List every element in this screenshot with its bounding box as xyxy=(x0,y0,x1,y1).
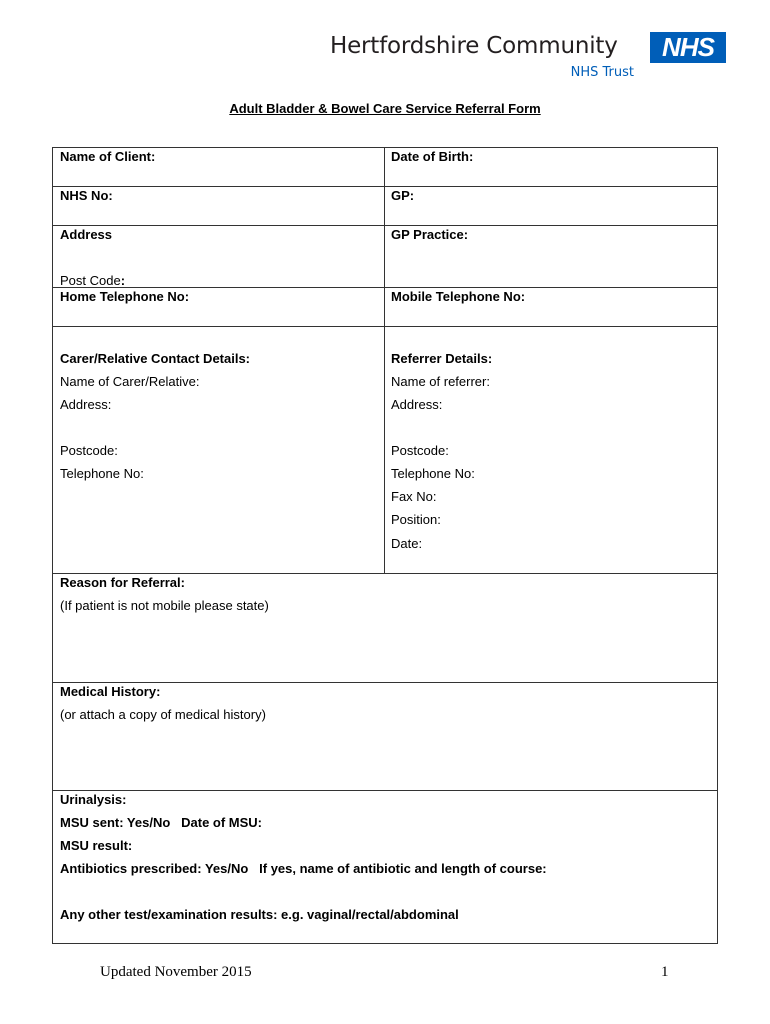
gp-practice-label: GP Practice: xyxy=(391,227,469,242)
page-number: 1 xyxy=(661,964,669,980)
nhs-logo xyxy=(650,32,726,63)
mobile-telephone-cell[interactable] xyxy=(384,287,718,327)
referrer-telephone-label: Telephone No: xyxy=(391,466,475,481)
carer-heading: Carer/Relative Contact Details: xyxy=(60,351,251,366)
client-name-cell[interactable] xyxy=(52,147,385,187)
home-telephone-cell[interactable] xyxy=(52,287,385,327)
referrer-position-label: Position: xyxy=(391,512,441,527)
client-name-label: Name of Client: xyxy=(60,149,156,164)
post-code-label: Post Code: xyxy=(60,273,126,288)
carer-postcode-label: Postcode: xyxy=(60,443,118,458)
referrer-fax-label: Fax No: xyxy=(391,489,437,504)
referrer-name-label: Name of referrer: xyxy=(391,374,490,389)
gp-practice-cell[interactable] xyxy=(384,225,718,288)
other-tests-label: Any other test/examination results: e.g. vaginal/rectal/abdominal xyxy=(60,907,459,922)
antibiotics-label: Antibiotics prescribed: Yes/No If yes, name of antibiotic and length of course: xyxy=(60,861,547,876)
medical-history-cell[interactable] xyxy=(52,682,718,791)
gp-label: GP: xyxy=(391,188,415,203)
address-label: Address xyxy=(60,227,113,242)
date-of-birth-cell[interactable] xyxy=(384,147,718,187)
referrer-heading: Referrer Details: xyxy=(391,351,493,366)
trust-name: NHS Trust xyxy=(570,65,634,80)
medical-note: (or attach a copy of medical history) xyxy=(60,707,266,722)
reason-heading: Reason for Referral: xyxy=(60,575,185,590)
nhs-number-cell[interactable] xyxy=(52,186,385,226)
organisation-name: Hertfordshire Community xyxy=(330,33,618,59)
reason-note: (If patient is not mobile please state) xyxy=(60,598,269,613)
referrer-postcode-label: Postcode: xyxy=(391,443,449,458)
footer-updated: Updated November 2015 xyxy=(100,964,252,980)
carer-address-label: Address: xyxy=(60,397,112,412)
msu-sent-label: MSU sent: Yes/No Date of MSU: xyxy=(60,815,263,830)
nhs-logo-text: NHS xyxy=(662,32,714,62)
gp-cell[interactable] xyxy=(384,186,718,226)
nhs-number-label: NHS No: xyxy=(60,188,113,203)
reason-for-referral-cell[interactable] xyxy=(52,573,718,683)
carer-details-cell[interactable] xyxy=(52,326,385,574)
referrer-date-label: Date: xyxy=(391,536,423,551)
mobile-telephone-label: Mobile Telephone No: xyxy=(391,289,526,304)
medical-heading: Medical History: xyxy=(60,684,161,699)
referrer-address-label: Address: xyxy=(391,397,443,412)
carer-name-label: Name of Carer/Relative: xyxy=(60,374,200,389)
form-title: Adult Bladder & Bowel Care Service Referral Form xyxy=(229,101,541,116)
referrer-details-cell[interactable] xyxy=(384,326,718,574)
carer-telephone-label: Telephone No: xyxy=(60,466,144,481)
date-of-birth-label: Date of Birth: xyxy=(391,149,474,164)
home-telephone-label: Home Telephone No: xyxy=(60,289,190,304)
urinalysis-heading: Urinalysis: xyxy=(60,792,127,807)
urinalysis-cell[interactable] xyxy=(52,790,718,944)
address-cell[interactable] xyxy=(52,225,385,288)
msu-result-label: MSU result: xyxy=(60,838,133,853)
